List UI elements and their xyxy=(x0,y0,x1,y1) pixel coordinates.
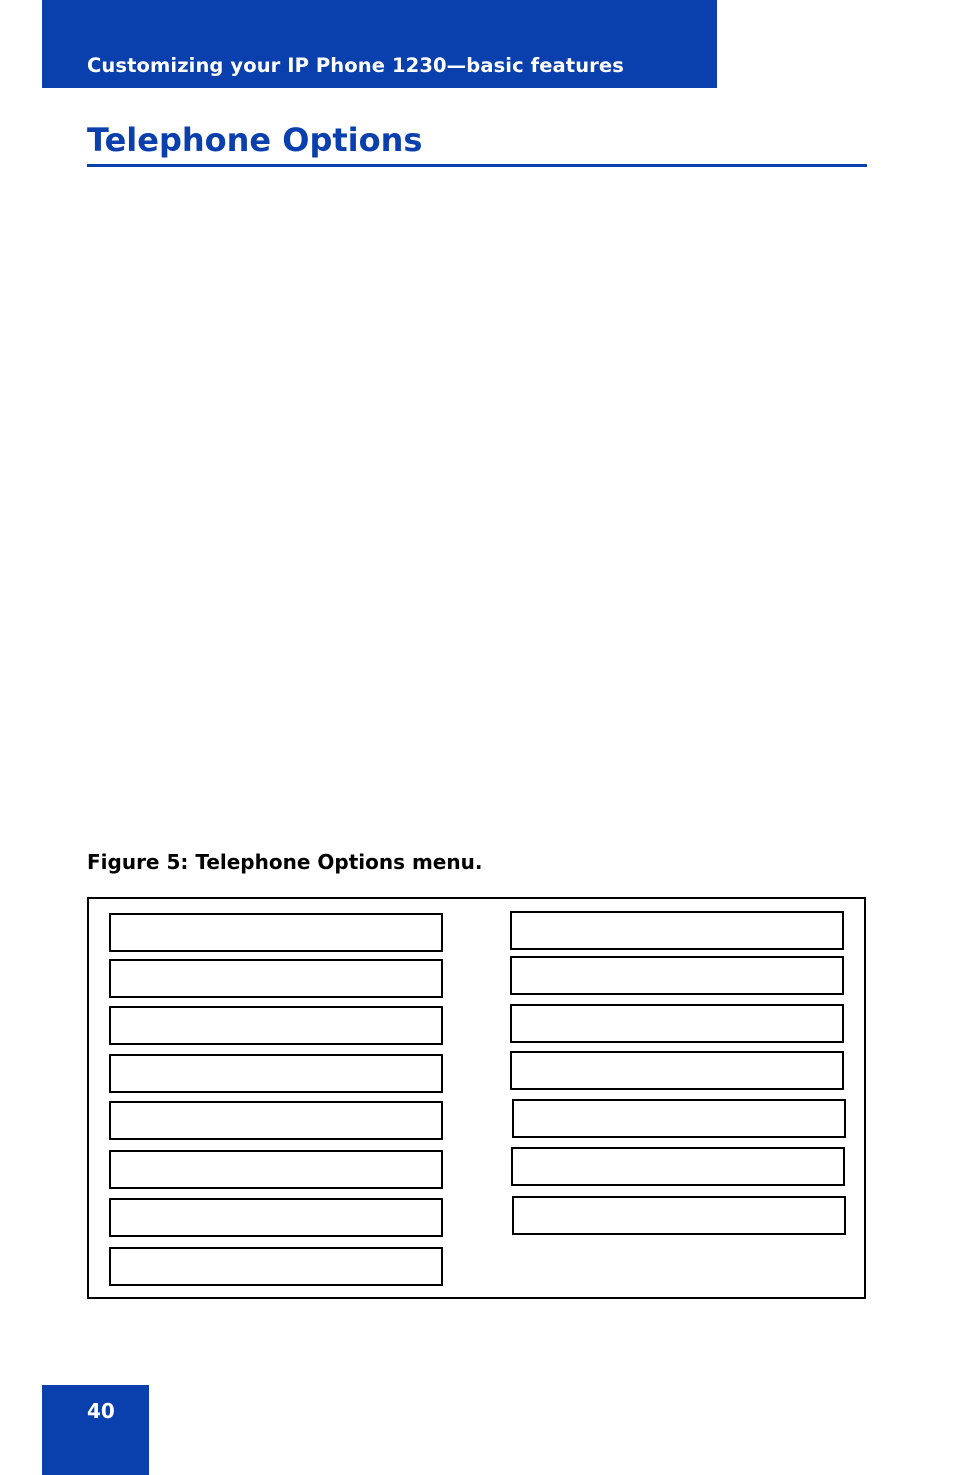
page-title: Telephone Options xyxy=(87,121,423,159)
menu-item-box xyxy=(511,1147,845,1186)
menu-item-box xyxy=(109,1247,443,1286)
telephone-options-menu-figure xyxy=(87,897,866,1299)
header-band xyxy=(42,0,717,88)
menu-item-box xyxy=(510,1051,844,1090)
menu-item-box xyxy=(109,1198,443,1237)
menu-item-box xyxy=(109,1150,443,1189)
menu-item-box xyxy=(109,913,443,952)
menu-item-box xyxy=(109,1054,443,1093)
menu-item-box xyxy=(512,1196,846,1235)
running-header-title: Customizing your IP Phone 1230—basic features xyxy=(87,54,624,77)
menu-item-box xyxy=(109,1006,443,1045)
figure-caption: Figure 5: Telephone Options menu. xyxy=(87,850,483,874)
menu-item-box xyxy=(109,1101,443,1140)
page-number: 40 xyxy=(87,1399,115,1423)
menu-item-box xyxy=(510,1004,844,1043)
menu-item-box xyxy=(510,911,844,950)
menu-item-box xyxy=(510,956,844,995)
menu-item-box xyxy=(512,1099,846,1138)
title-underline xyxy=(87,164,867,167)
menu-item-box xyxy=(109,959,443,998)
page-number-band xyxy=(42,1385,149,1475)
